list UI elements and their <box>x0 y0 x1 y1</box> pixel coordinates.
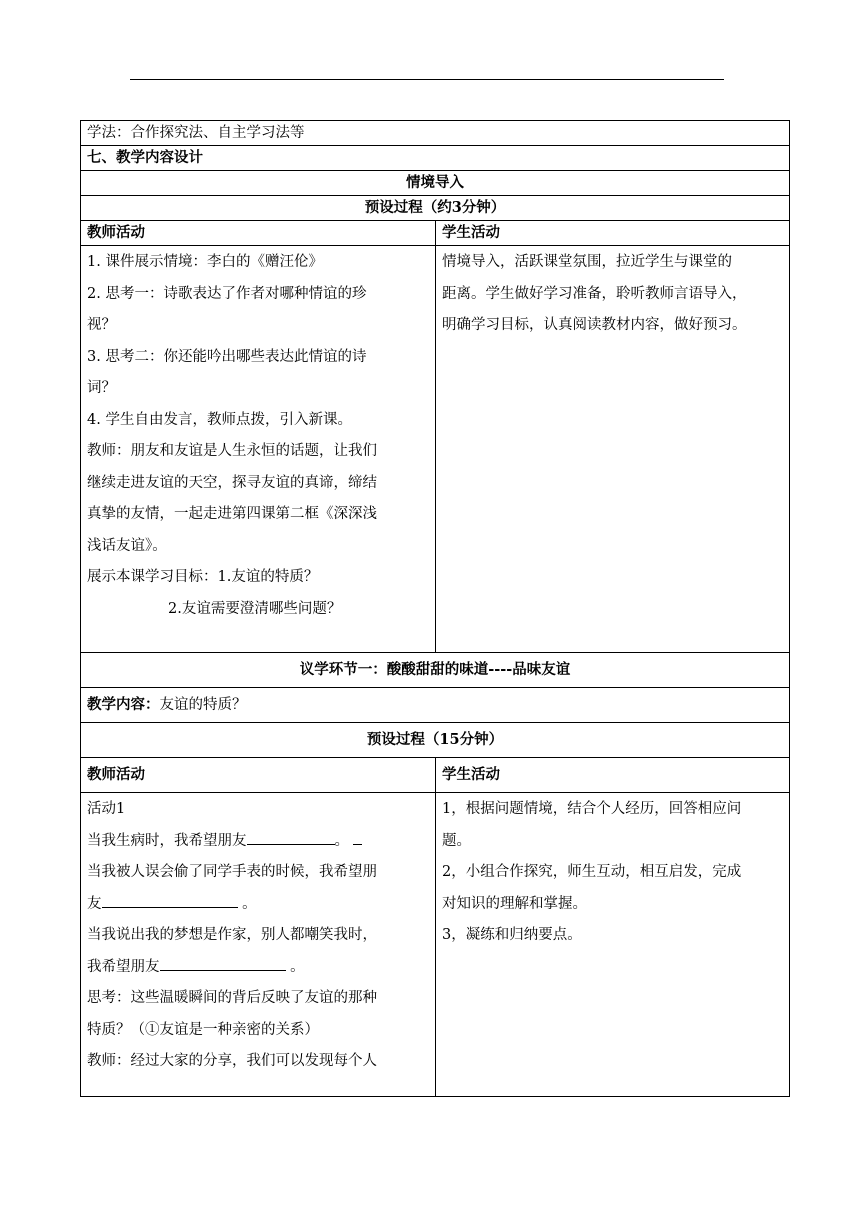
study-method-text: 学法：合作探究法、自主学习法等 <box>81 121 790 146</box>
teacher-line: 当我被人误会偷了同学手表的时候，我希望朋 <box>87 864 377 880</box>
activity-label: 活动1 <box>87 801 126 817</box>
teacher-line: 3. 思考二：你还能吟出哪些表达此情谊的诗 <box>87 348 367 365</box>
student-line: 距离。学生做好学习准备，聆听教师言语导入， <box>442 285 747 302</box>
section-title-row <box>81 146 790 171</box>
teacher-line: 4. 学生自由发言，教师点拨，引入新课。 <box>87 411 352 428</box>
teacher-line: 当我说出我的梦想是作家，别人都嘲笑我时， <box>87 927 377 943</box>
student-line: 题。 <box>442 832 471 849</box>
teacher-line: 我希望朋友 。 <box>87 952 429 984</box>
answer-blank <box>247 828 335 845</box>
answer-blank <box>102 891 238 908</box>
teacher-line: 当我生病时，我希望朋友 。 <box>87 826 429 858</box>
part2-teacher-header: 教师活动 <box>81 758 436 793</box>
part2-student-header: 学生活动 <box>436 758 790 793</box>
student-line: 情境导入，活跃课堂氛围，拉近学生与课堂的 <box>442 254 732 270</box>
part2-title: 议学环节一：酸酸甜甜的味道----品味友谊 <box>81 653 790 688</box>
part1-title: 情境导入 <box>81 171 790 196</box>
student-line: 2，小组合作探究，师生互动，相互启发，完成 <box>442 864 742 880</box>
study-method-row <box>81 121 790 146</box>
part2-process-row <box>81 723 790 758</box>
teacher-line: 教师：经过大家的分享，我们可以发现每个人 <box>87 1053 377 1069</box>
part2-content-text: 友谊的特质？ <box>159 697 247 713</box>
part2-header-row <box>81 758 790 793</box>
teacher-line: 真挚的友情，一起走进第四课第二框《深深浅 <box>87 506 377 522</box>
part1-student-header: 学生活动 <box>436 221 790 246</box>
part1-student-activity <box>436 246 790 653</box>
teacher-line: 浅话友谊》。 <box>87 537 167 554</box>
part1-teacher-activity <box>81 246 436 653</box>
teacher-line: 教师：朋友和友谊是人生永恒的话题，让我们 <box>87 443 377 459</box>
student-line: 对知识的理解和掌握。 <box>442 895 587 912</box>
lesson-design-table <box>80 120 790 1097</box>
part2-activity-row <box>81 793 790 1097</box>
teacher-line: 词？ <box>87 380 116 396</box>
student-line: 明确学习目标，认真阅读教材内容，做好预习。 <box>442 317 747 333</box>
teacher-line: 思考：这些温暖瞬间的背后反映了友谊的那种 <box>87 990 377 1006</box>
section-title: 七、教学内容设计 <box>81 146 790 171</box>
part1-process-row <box>81 196 790 221</box>
teacher-line: 2.友谊需要澄清哪些问题？ <box>168 600 342 617</box>
teacher-line: 展示本课学习目标：1.友谊的特质？ <box>87 569 319 585</box>
page-header-rule <box>130 79 724 80</box>
teacher-line: 友 。 <box>87 889 429 921</box>
teacher-line: 视？ <box>87 317 116 333</box>
part2-content-label: 教学内容： <box>87 696 160 713</box>
student-line: 3，凝练和归纳要点。 <box>442 927 582 943</box>
part2-student-activity <box>436 793 790 1097</box>
part2-content-row <box>81 688 790 723</box>
part2-content <box>81 688 790 723</box>
part1-title-row <box>81 171 790 196</box>
part2-title-row <box>81 653 790 688</box>
teacher-line: 特质？（①友谊是一种亲密的关系） <box>87 1021 319 1038</box>
part2-teacher-activity <box>81 793 436 1097</box>
part1-activity-row <box>81 246 790 653</box>
part1-process: 预设过程（约3分钟） <box>81 196 790 221</box>
teacher-line: 1. 课件展示情境：李白的《赠汪伦》 <box>87 254 323 270</box>
teacher-line: 2. 思考一：诗歌表达了作者对哪种情谊的珍 <box>87 285 367 302</box>
teacher-line: 继续走进友谊的天空，探寻友谊的真谛，缔结 <box>87 474 377 491</box>
part1-teacher-header: 教师活动 <box>81 221 436 246</box>
answer-blank <box>160 954 286 971</box>
part1-header-row <box>81 221 790 246</box>
answer-blank <box>353 828 362 845</box>
student-line: 1，根据问题情境，结合个人经历，回答相应问 <box>442 801 742 817</box>
part2-process: 预设过程（15分钟） <box>81 723 790 758</box>
